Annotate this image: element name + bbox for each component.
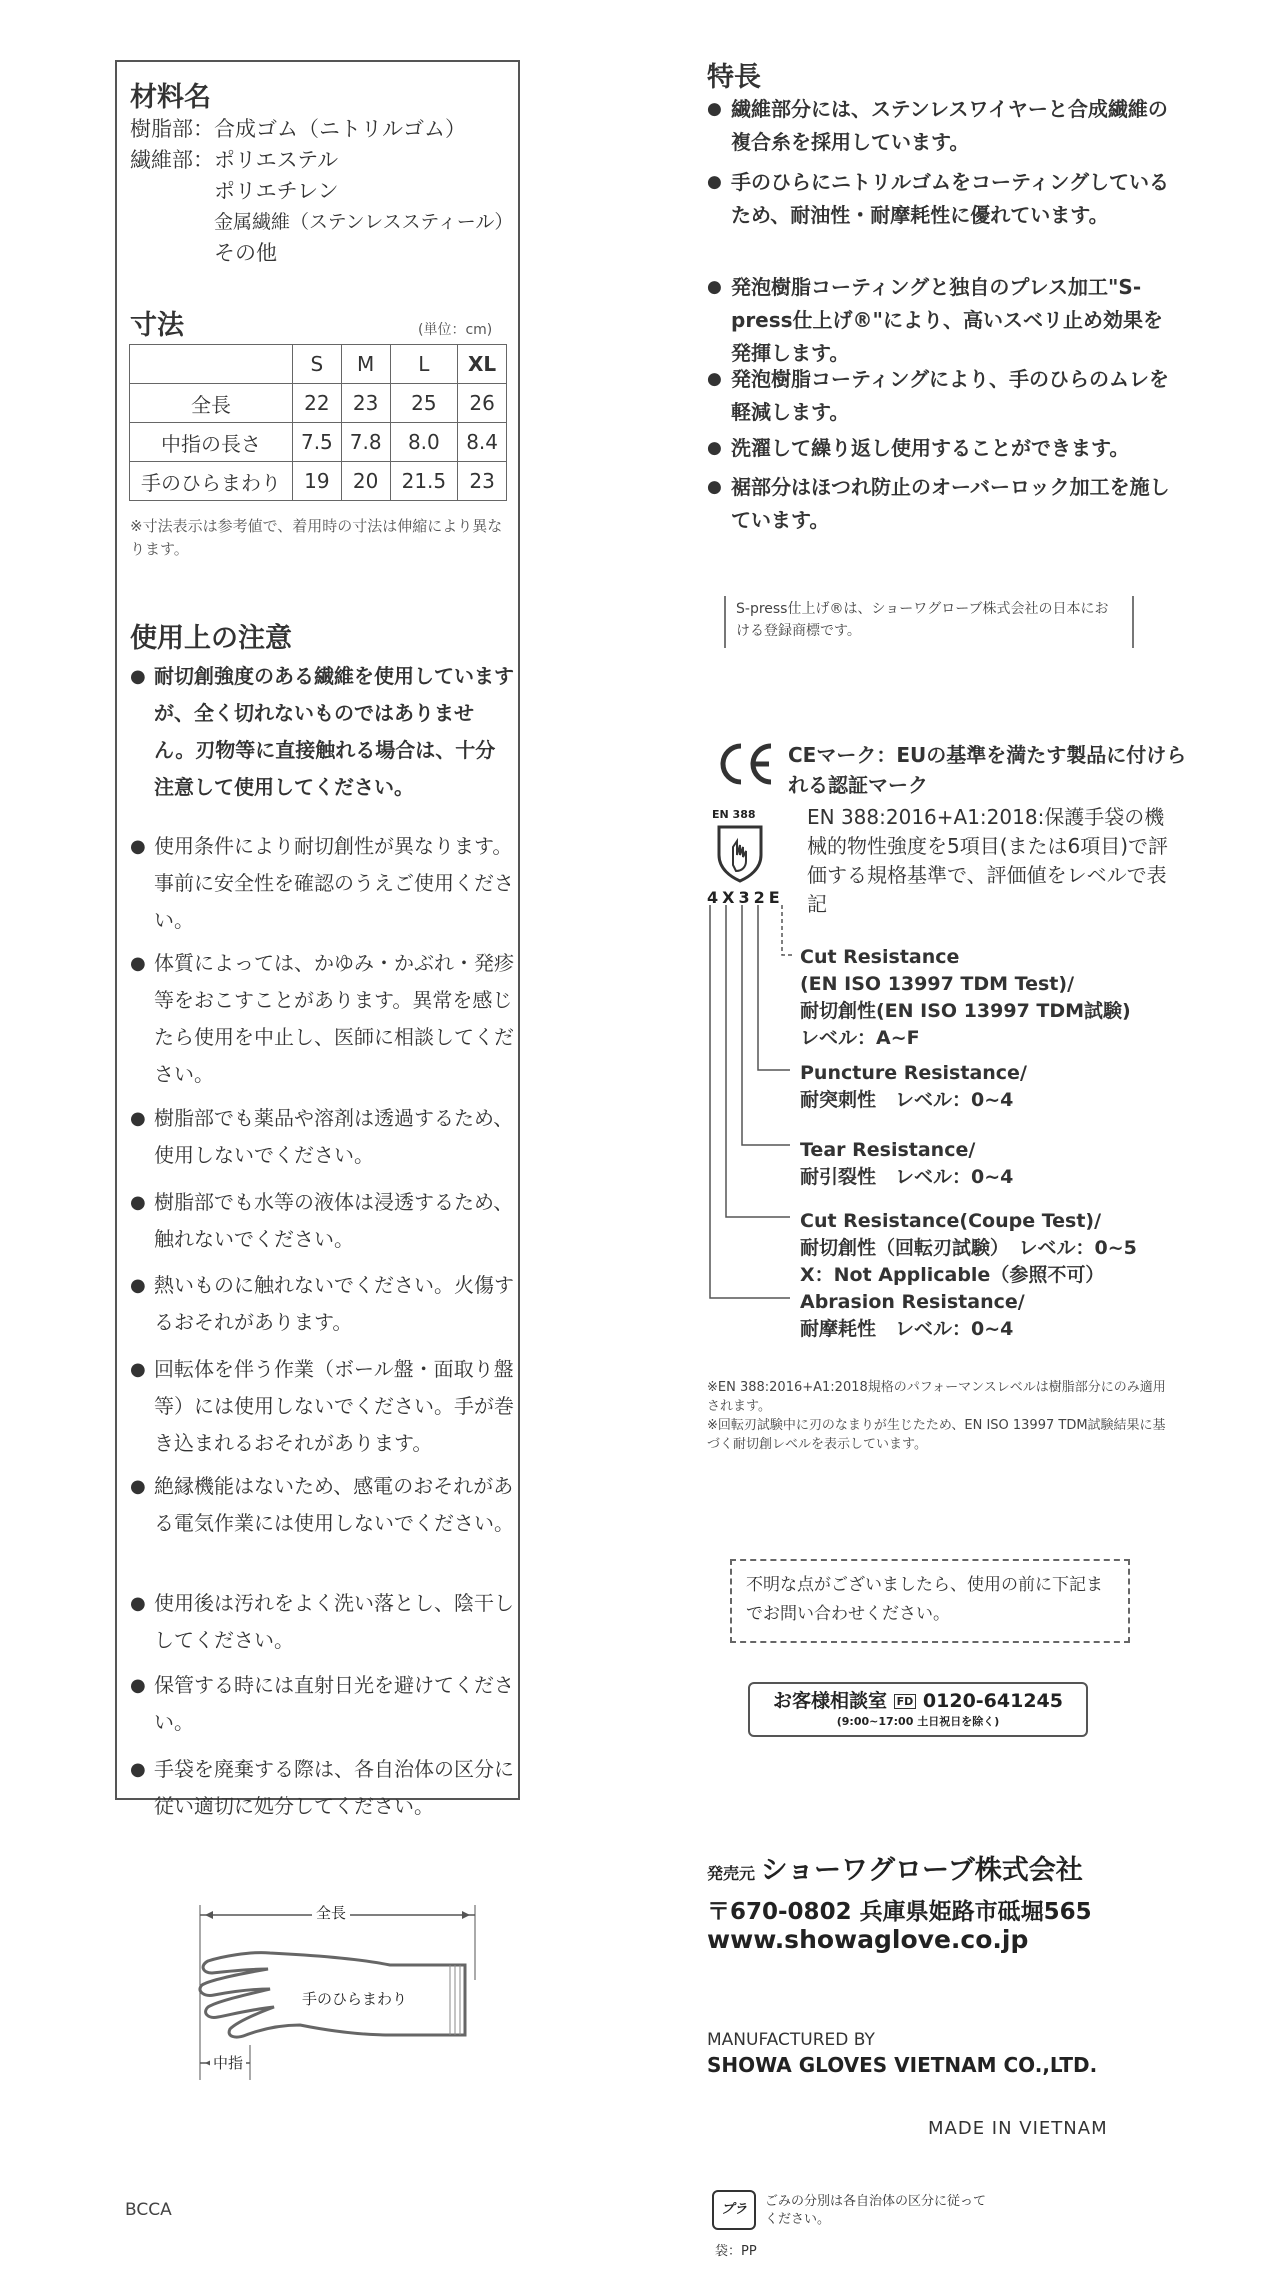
company-url[interactable]: www.showaglove.co.jp [707, 1925, 1029, 1954]
feature-item: ● 発泡樹脂コーティングと独自のプレス加工"S-press仕上げ®"により、高いスベリ止め効果を発揮します。 [707, 271, 1172, 363]
features-heading: 特長 [707, 62, 761, 93]
size-cell: 25 [390, 384, 458, 423]
feature-item: ● 発泡樹脂コーティングにより、手のひらのムレを軽減します。 [707, 363, 1172, 432]
size-cell: 21.5 [390, 462, 458, 501]
trademark-note: S-press仕上げ®は、ショーワグローブ株式会社の日本における登録商標です。 [724, 596, 1134, 648]
en388-level-coupe [800, 1208, 1190, 1289]
size-cell: 20 [341, 462, 390, 501]
size-table [129, 344, 507, 501]
level-line: X：Not Applicable（参照不可） [800, 1264, 1105, 1286]
fiber-value: ポリエステル [214, 148, 339, 172]
materials-section [130, 75, 514, 269]
en388-level-puncture [800, 1060, 1190, 1114]
feature-item: ● 手のひらにニトリルゴムをコーティングしているため、耐油性・耐摩耗性に優れています。 [707, 166, 1172, 271]
recycle-pla-icon: プラ [712, 2190, 756, 2230]
company-address: 〒670-0802 兵庫県姫路市砥堀565 [707, 1899, 1092, 1925]
size-col-header: S [293, 345, 342, 384]
caution-item: ● 回転体を伴う作業（ボール盤・面取り盤等）には使用しないでください。手が巻き込まれるおそれがあります。 [130, 1351, 515, 1468]
caution-item: ● 手袋を廃棄する際は、各自治体の区分に従い適切に処分してください。 [130, 1751, 515, 1835]
size-row-label: 手のひらまわり [130, 462, 293, 501]
caution-text: 手袋を廃棄する際は、各自治体の区分に従い適切に処分してください。 [154, 1757, 514, 1818]
feature-text: 繊維部分には、ステンレスワイヤーと合成繊維の複合糸を採用しています。 [731, 97, 1168, 154]
support-label: お客様相談室 [772, 1690, 887, 1712]
caution-text: 熱いものに触れないでください。火傷するおそれがあります。 [154, 1273, 514, 1334]
en388-leader-lines [700, 905, 810, 1315]
resin-label: 樹脂部： [130, 117, 214, 141]
ce-text: CEマーク：EUの基準を満たす製品に付けられる認証マーク [788, 743, 1187, 797]
recycle-material: 袋：PP [715, 2244, 757, 2259]
size-header-row [130, 345, 507, 384]
size-row [130, 384, 507, 423]
fiber-label: 繊維部： [130, 148, 214, 172]
caution-text: 使用条件により耐切創性が異なります。事前に安全性を確認のうえご使用ください。 [154, 834, 514, 932]
glove-diagram [190, 1895, 490, 2095]
total-length-label: 全長 [312, 1902, 350, 1923]
size-corner-cell [130, 345, 293, 384]
level-line: Tear Resistance/ [800, 1139, 976, 1161]
resin-row [130, 114, 510, 145]
caution-item: ● 耐切創強度のある繊維を使用していますが、全く切れないものではありません。刃物等に直接触れる場合は、十分注意して使用してください。 [130, 658, 515, 828]
caution-item: ● 使用後は汚れをよく洗い落とし、陰干ししてください。 [130, 1585, 515, 1667]
fiber-row [130, 145, 514, 269]
en388-level-abrasion [800, 1289, 1190, 1343]
caution-item: ● 使用条件により耐切創性が異なります。事前に安全性を確認のうえご使用ください。 [130, 828, 515, 945]
caution-item: ● 保管する時には直射日光を避けてください。 [130, 1667, 515, 1751]
size-row [130, 462, 507, 501]
size-cell: 22 [293, 384, 342, 423]
feature-text: 発泡樹脂コーティングと独自のプレス加工"S-press仕上げ®"により、高いスベリ止め効果を発揮します。 [731, 275, 1163, 365]
inquiry-note: 不明な点がございましたら、使用の前に下記までお問い合わせください。 [730, 1559, 1130, 1643]
fiber-value: ポリエチレン [214, 179, 339, 203]
feature-item: ● 洗濯して繰り返し使用することができます。 [707, 432, 1172, 471]
size-unit: (単位：cm) [418, 322, 493, 338]
level-line: 耐摩耗性 レベル：0~4 [800, 1318, 1014, 1340]
size-cell: 8.4 [458, 423, 507, 462]
resin-value: 合成ゴム（ニトリルゴム） [214, 117, 466, 141]
en388-note: ※回転刃試験中に刃のなまりが生じたため、EN ISO 13997 TDM試験結果に基づく耐切創レベルを表示しています。 [707, 1418, 1166, 1452]
caution-text: 保管する時には直射日光を避けてください。 [154, 1673, 514, 1734]
caution-item: ● 樹脂部でも水等の液体は浸透するため、触れないでください。 [130, 1184, 515, 1267]
caution-text: 体質によっては、かゆみ・かぶれ・発疹等をおこすことがあります。異常を感じたら使用を中止し、医師に相談してください。 [154, 951, 514, 1086]
en388-badge: EN 388 [712, 808, 756, 821]
size-cell: 7.8 [341, 423, 390, 462]
en388-note: ※EN 388:2016+A1:2018規格のパフォーマンスレベルは樹脂部分にのみ適用されます。 [707, 1380, 1166, 1414]
feature-text: 裾部分はほつれ防止のオーバーロック加工を施しています。 [731, 475, 1170, 532]
palm-label: 手のひらまわり [302, 1990, 408, 2008]
feature-text: 発泡樹脂コーティングにより、手のひらのムレを軽減します。 [731, 367, 1169, 424]
feature-text: 洗濯して繰り返し使用することができます。 [731, 436, 1130, 460]
level-line: Cut Resistance(Coupe Test)/ [800, 1210, 1102, 1232]
size-note: ※寸法表示は参考値で、着用時の寸法は伸縮により異なります。 [130, 517, 503, 558]
level-line: (EN ISO 13997 TDM Test)/ [800, 973, 1075, 995]
support-box [748, 1682, 1088, 1737]
level-line: レベル：A~F [800, 1027, 920, 1049]
en388-level-cut [800, 944, 1190, 1052]
support-line [750, 1686, 1086, 1713]
level-line: Puncture Resistance/ [800, 1062, 1027, 1084]
level-line: 耐切創性（回転刃試験） レベル：0~5 [800, 1237, 1137, 1259]
cautions-list [130, 658, 515, 1835]
support-hours: (9:00~17:00 土日祝日を除く) [836, 1715, 1000, 1728]
manufacturer-name: SHOWA GLOVES VIETNAM CO.,LTD. [707, 2053, 1098, 2077]
feature-item: ● 繊維部分には、ステンレスワイヤーと合成繊維の複合糸を採用しています。 [707, 93, 1172, 166]
caution-text: 絶縁機能はないため、感電のおそれがある電気作業には使用しないでください。 [154, 1474, 514, 1535]
size-cell: 23 [458, 462, 507, 501]
level-line: Abrasion Resistance/ [800, 1291, 1025, 1313]
feature-item: ● 裾部分はほつれ防止のオーバーロック加工を施しています。 [707, 471, 1172, 541]
caution-item: ● 体質によっては、かゆみ・かぶれ・発疹等をおこすことがあります。異常を感じたら使用を中止し、医師に相談してください。 [130, 945, 515, 1100]
caution-text: 回転体を伴う作業（ボール盤・面取り盤等）には使用しないでください。手が巻き込まれるおそれがあります。 [154, 1357, 514, 1455]
caution-text: 使用後は汚れをよく洗い落とし、陰干ししてください。 [154, 1591, 514, 1652]
ce-mark-icon [713, 740, 775, 788]
feature-text: 手のひらにニトリルゴムをコーティングしているため、耐油性・耐摩耗性に優れています。 [731, 170, 1169, 227]
middle-finger-label: 中指 [210, 2052, 246, 2073]
size-heading: 寸法 [130, 310, 184, 341]
company-line [707, 1848, 1083, 1887]
size-cell: 26 [458, 384, 507, 423]
level-line: 耐引裂性 レベル：0~4 [800, 1166, 1014, 1188]
size-col-header: M [341, 345, 390, 384]
caution-text: 耐切創強度のある繊維を使用していますが、全く切れないものではありません。刃物等に直接触れる場合は、十分注意して使用してください。 [154, 664, 514, 799]
size-row [130, 423, 507, 462]
level-line: 耐突刺性 レベル：0~4 [800, 1089, 1014, 1111]
fiber-value: 金属繊維（ステンレススティール） [214, 211, 514, 233]
en388-code: 4X32E [707, 888, 784, 907]
size-col-header: L [390, 345, 458, 384]
size-col-header: XL [458, 345, 507, 384]
caution-text: 樹脂部でも薬品や溶剤は透過するため、使用しないでください。 [154, 1106, 514, 1167]
company-name: ショーワグローブ株式会社 [760, 1855, 1083, 1886]
features-list [707, 93, 1172, 541]
size-cell: 7.5 [293, 423, 342, 462]
level-line: 耐切創性(EN ISO 13997 TDM試験) [800, 1000, 1131, 1022]
size-cell: 19 [293, 462, 342, 501]
en388-notes [707, 1378, 1177, 1454]
en388-level-tear [800, 1137, 1190, 1191]
materials-heading: 材料名 [130, 82, 211, 113]
en388-description: EN 388:2016+A1:2018:保護手袋の機械的物性強度を5項目(または6項目)で評価する規格基準で、評価値をレベルで表記 [807, 805, 1169, 916]
caution-item: ● 熱いものに触れないでください。火傷するおそれがあります。 [130, 1267, 515, 1351]
size-cell: 8.0 [390, 423, 458, 462]
support-phone: 0120-641245 [922, 1690, 1063, 1712]
made-in: MADE IN VIETNAM [928, 2118, 1108, 2139]
size-row-label: 中指の長さ [130, 423, 293, 462]
manufactured-by: MANUFACTURED BY [707, 2030, 875, 2050]
fiber-value: その他 [214, 241, 277, 265]
caution-item: ● 絶縁機能はないため、感電のおそれがある電気作業には使用しないでください。 [130, 1468, 515, 1585]
level-line: Cut Resistance [800, 946, 960, 968]
caution-text: 樹脂部でも水等の液体は浸透するため、触れないでください。 [154, 1190, 514, 1251]
seller-label: 発売元 [707, 1864, 756, 1883]
size-cell: 23 [341, 384, 390, 423]
recycle-text: ごみの分別は各自治体の区分に従ってください。 [765, 2194, 987, 2227]
en388-shield-icon [715, 823, 765, 883]
freedial-icon: FD [894, 1694, 917, 1709]
product-code: BCCA [125, 2200, 172, 2220]
cautions-heading: 使用上の注意 [130, 623, 292, 654]
caution-item: ● 樹脂部でも薬品や溶剤は透過するため、使用しないでください。 [130, 1100, 515, 1184]
size-row-label: 全長 [130, 384, 293, 423]
